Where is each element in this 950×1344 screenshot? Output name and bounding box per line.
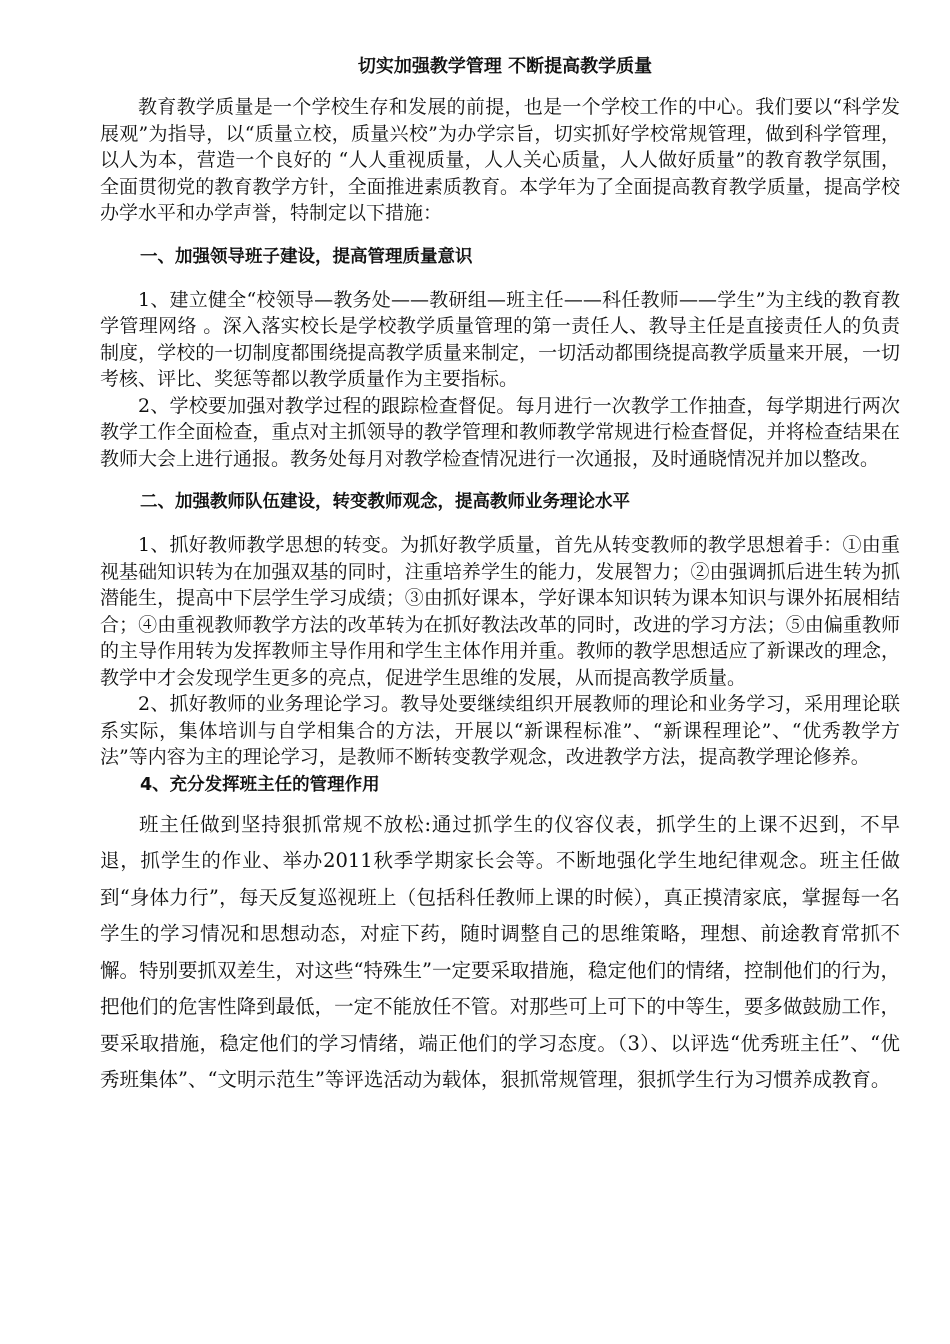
section2-paragraph-1: 1、抓好教师教学思想的转变。为抓好教学质量，首先从转变教师的教学思想着手：①由重视基础知识转为在加强双基的同时，注重培养学生的能力，发展智力；②由强调抓后进生转为抓潜能生，提高中下层学生学习成绩；③由抓好课本，学好课本知识转为课本知识与课外拓展相结合；④由重视教师教学方法的改革转为在抓好教法改革的同时，改进的学习方法；⑤由偏重教师的主导作用转为发挥教师主导作用和学生主体作用并重。教师的教学思想适应了新课改的理念，教学中才会发现学生更多的亮点，促进学生思维的发展，从而提高教学质量。 [100, 534, 900, 689]
section4-paragraph-1: 班主任做到坚持狠抓常规不放松:通过抓学生的仪容仪表，抓学生的上课不迟到，不早退，抓学生的作业、举办2011秋季学期家长会等。不断地强化学生地纪律观念。班主任做到“身体力行”，每天反复巡视班上（包括科任教师上课的时候），真正摸清家底，掌握每一名学生的学习情况和思想动态，对症下药，随时调整自己的思维策略，理想、前途教育常抓不懈。特别要抓双差生，对这些“特殊生”一定要采取措施，稳定他们的情绪，控制他们的行为，把他们的危害性降到最低，一定不能放任不管。对那些可上可下的中等生，要多做鼓励工作，要采取措施，稳定他们的学习情绪，端正他们的学习态度。（3）、以评选“优秀班主任”、“优秀班集体”、“文明示范生”等评选活动为载体，狠抓常规管理，狠抓学生行为习惯养成教育。 [100, 812, 900, 1091]
section-heading-4: 4、充分发挥班主任的管理作用 [140, 774, 380, 795]
document-title: 切实加强教学管理 不断提高教学质量 [357, 56, 653, 77]
section4-body [100, 807, 900, 1099]
section1-paragraph-2: 2、学校要加强对教学过程的跟踪检查督促。每月进行一次教学工作抽查，每学期进行两次教学工作全面检查，重点对主抓领导的教学管理和教师教学常规进行检查督促，并将检查结果在教师大会上进行通报。教务处每月对教学检查情况进行一次通报，及时通晓情况并加以整改。 [100, 394, 900, 470]
intro-paragraph: 教育教学质量是一个学校生存和发展的前提，也是一个学校工作的中心。我们要以“科学发展观”为指导，以“质量立校，质量兴校”为办学宗旨，切实抓好学校常规管理，做到科学管理，以人为本，营造一个良好的 “人人重视质量，人人关心质量，人人做好质量”的教育教学氛围，全面贯彻党的教育教学方针，全面推进素质教育。本学年为了全面提高教育教学质量，提高学校办学水平和办学声誉，特制定以下措施： [100, 96, 900, 224]
section2-paragraph-2: 2、抓好教师的业务理论学习。教导处要继续组织开展教师的理论和业务学习，采用理论联系实际，集体培训与自学相集合的方法，开展以“新课程标准”、“新课程理论”、“优秀教学方法”等内容为主的理论学习，是教师不断转变教学观念，改进教学方法，提高教学理论修养。 [100, 693, 900, 768]
section-heading-1: 一、加强领导班子建设，提高管理质量意识 [140, 246, 473, 267]
document-page [100, 52, 900, 1099]
section1-paragraph-1: 1、建立健全“校领导—教务处——教研组—班主任——科任教师——学生”为主线的教育教学管理网络 。深入落实校长是学校教学质量管理的第一责任人、教导主任是直接责任人的负责制度，学校的一切制度都围绕提高教学质量来制定，一切活动都围绕提高教学质量来开展，一切考核、评比、奖惩等都以教学质量作为主要指标。 [100, 288, 900, 390]
section-heading-2: 二、加强教师队伍建设，转变教师观念，提高教师业务理论水平 [140, 492, 630, 512]
